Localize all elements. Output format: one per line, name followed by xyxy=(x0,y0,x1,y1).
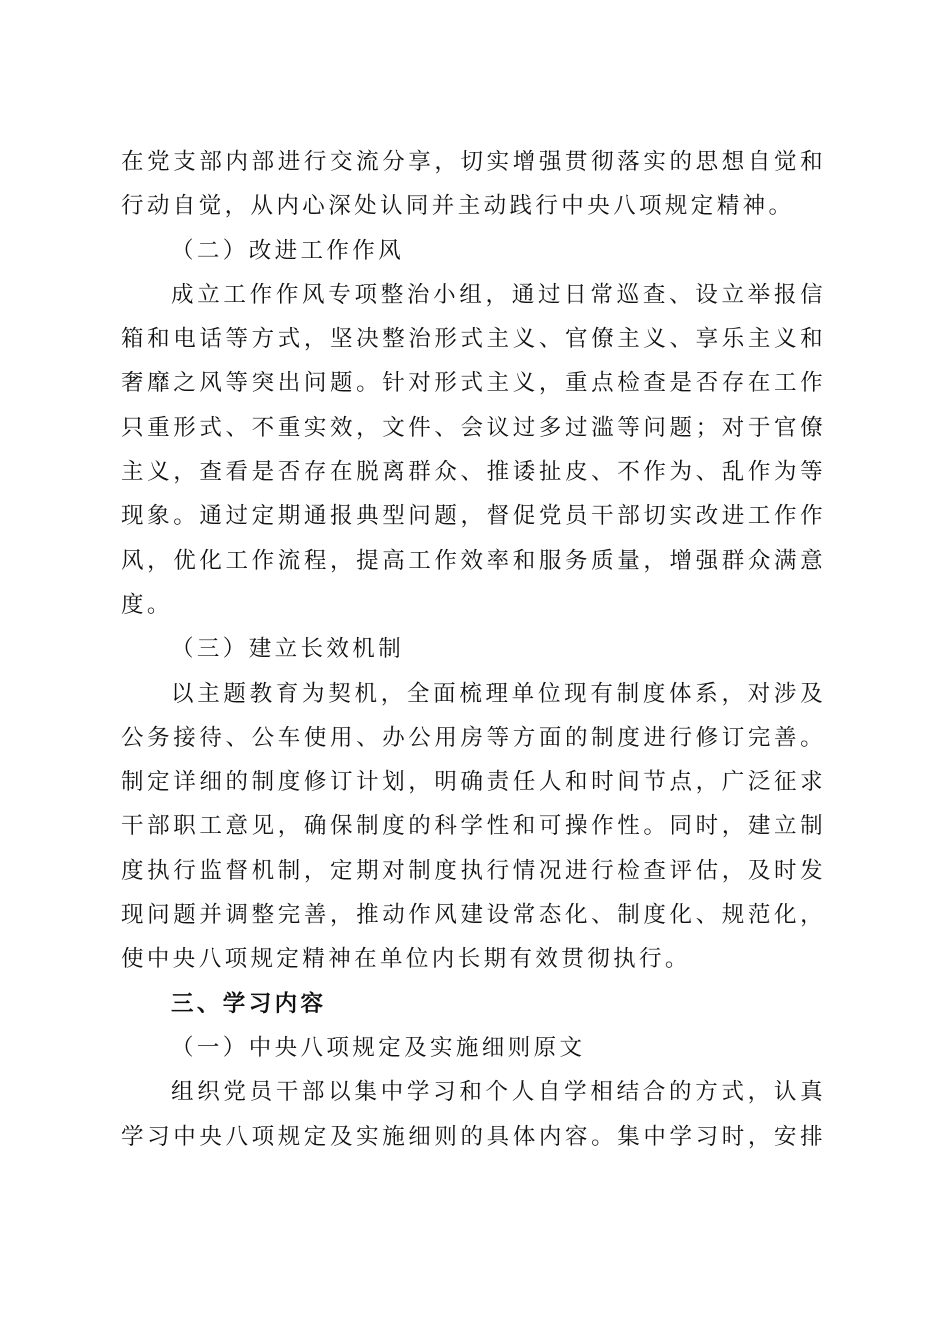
paragraph-line: 干部职工意见，确保制度的科学性和可操作性。同时，建立制 xyxy=(121,813,826,840)
paragraph-first-line: 以主题教育为契机，全面梳理单位现有制度体系，对涉及 xyxy=(171,680,826,707)
paragraph-first-line: 成立工作作风专项整治小组，通过日常巡查、设立举报信 xyxy=(171,281,826,308)
section-heading-2: （二）改进工作作风 xyxy=(171,237,405,264)
paragraph-line: 在党支部内部进行交流分享，切实增强贯彻落实的思想自觉和 xyxy=(121,149,826,175)
paragraph-line: 度执行监督机制，定期对制度执行情况进行检查评估，及时发 xyxy=(121,857,826,884)
paragraph-line: 箱和电话等方式，坚决整治形式主义、官僚主义、享乐主义和 xyxy=(121,326,826,353)
paragraph-line: 度。 xyxy=(121,591,173,618)
paragraph-line: 奢靡之风等突出问题。针对形式主义，重点检查是否存在工作 xyxy=(121,370,826,397)
paragraph-line: 行动自觉，从内心深处认同并主动践行中央八项规定精神。 xyxy=(121,193,795,220)
paragraph-line: 只重形式、不重实效，文件、会议过多过滥等问题；对于官僚 xyxy=(121,414,826,441)
section-heading-1: （一）中央八项规定及实施细则原文 xyxy=(171,1034,586,1061)
chapter-heading: 三、学习内容 xyxy=(171,990,327,1017)
paragraph-line: 现问题并调整完善，推动作风建设常态化、制度化、规范化， xyxy=(121,902,826,929)
paragraph-line: 现象。通过定期通报典型问题，督促党员干部切实改进工作作 xyxy=(121,503,826,530)
paragraph-line: 公务接待、公车使用、办公用房等方面的制度进行修订完善。 xyxy=(121,724,826,751)
section-heading-3: （三）建立长效机制 xyxy=(171,636,405,663)
paragraph-line: 主义，查看是否存在脱离群众、推诿扯皮、不作为、乱作为等 xyxy=(121,459,826,486)
paragraph-line: 制定详细的制度修订计划，明确责任人和时间节点，广泛征求 xyxy=(121,769,826,796)
paragraph-first-line: 组织党员干部以集中学习和个人自学相结合的方式，认真 xyxy=(171,1079,826,1106)
paragraph-line: 学习中央八项规定及实施细则的具体内容。集中学习时，安排 xyxy=(121,1123,826,1150)
document-body xyxy=(121,140,826,1159)
paragraph-line: 风，优化工作流程，提高工作效率和服务质量，增强群众满意 xyxy=(121,547,826,574)
paragraph-line: 使中央八项规定精神在单位内长期有效贯彻执行。 xyxy=(121,946,691,973)
